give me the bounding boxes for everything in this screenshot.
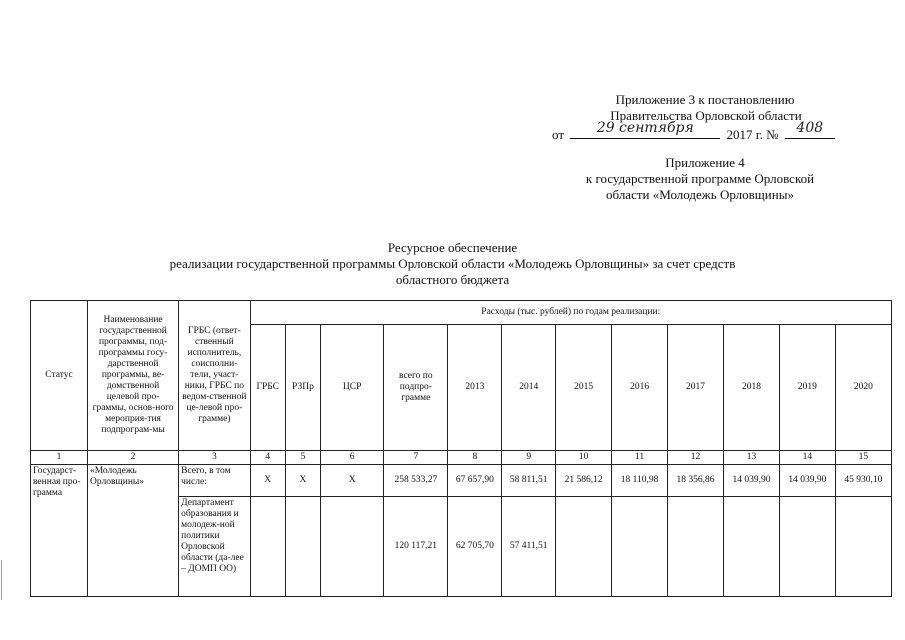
year-label: 2017 г. № (726, 127, 779, 142)
row-value (556, 497, 612, 597)
row-value (779, 497, 835, 597)
header-year: 2017 (668, 325, 724, 451)
row-value (723, 497, 779, 597)
header-grbs: ГРБС (250, 325, 285, 451)
header-csr: ЦСР (321, 325, 384, 451)
col-number: 14 (779, 451, 835, 465)
header-expenses: Расходы (тыс. рублей) по годам реализации: (250, 301, 891, 325)
header-total: всего по подпро-грамме (384, 325, 448, 451)
row-value: 57 411,51 (502, 497, 556, 597)
col-number: 11 (612, 451, 668, 465)
appendix-line-3: области «Молодежь Орловщины» (606, 187, 794, 202)
col-number: 13 (723, 451, 779, 465)
row-value: 14 039,90 (779, 465, 835, 497)
header-year: 2020 (835, 325, 891, 451)
row-value (835, 497, 891, 597)
row-value: 14 039,90 (723, 465, 779, 497)
date-field (570, 120, 720, 139)
row-csr (321, 497, 384, 597)
col-number: 1 (31, 451, 88, 465)
header-rzpr: РЗПр (285, 325, 320, 451)
number-handwritten: 408 (796, 120, 824, 136)
header-year: 2014 (502, 325, 556, 451)
document-title-3: областного бюджета (395, 272, 510, 287)
row-total: 120 117,21 (384, 497, 448, 597)
col-number: 12 (668, 451, 724, 465)
header-year: 2016 (612, 325, 668, 451)
row-grbs (250, 497, 285, 597)
col-number: 6 (321, 451, 384, 465)
row-csr: Х (321, 465, 384, 497)
row-value: 18 356,86 (668, 465, 724, 497)
date-handwritten: 29 сентября (596, 120, 694, 136)
row-rzpr: Х (285, 465, 320, 497)
col-number: 9 (502, 451, 556, 465)
row-value: 58 811,51 (502, 465, 556, 497)
header-year: 2019 (779, 325, 835, 451)
number-field (785, 120, 835, 139)
header-line-2: Правительства Орловской области (610, 108, 802, 123)
row-value: 67 657,90 (448, 465, 502, 497)
row-value: 18 110,98 (612, 465, 668, 497)
row-name: «Молодежь Орловщины» (87, 465, 178, 597)
row-total: 258 533,27 (384, 465, 448, 497)
col-number: 10 (556, 451, 612, 465)
row-grbs-responsible: Департамент образования и молодеж-ной политики Орловской области (да-лее – ДОМП ОО) (179, 497, 250, 597)
header-year: 2013 (448, 325, 502, 451)
col-number: 7 (384, 451, 448, 465)
header-date-line (552, 120, 852, 143)
row-value: 45 930,10 (835, 465, 891, 497)
row-status: Государст-венная про-грамма (31, 465, 88, 597)
col-number: 3 (179, 451, 250, 465)
header-name: Наименование государственной программы, под-программы госу-дарственной программы, ве-домственной целевой про-граммы, основ-ного мероприя-тия подпрограм-мы (87, 301, 178, 451)
row-grbs: Х (250, 465, 285, 497)
header-year: 2015 (556, 325, 612, 451)
header-grbs-responsible: ГРБС (ответ-ственный исполнитель, соисполни-тели, участ-ники, ГРБС по ведом-ственной це-левой про-грамме) (179, 301, 250, 451)
col-number: 15 (835, 451, 891, 465)
header-status: Статус (31, 301, 88, 451)
document-title-1: Ресурсное обеспечение (387, 240, 518, 255)
header-row-1 (31, 301, 892, 325)
header-year: 2018 (723, 325, 779, 451)
header-line-1: Приложение 3 к постановлению (615, 92, 795, 107)
col-number: 4 (250, 451, 285, 465)
appendix-line-2: к государственной программе Орловской (585, 171, 815, 186)
col-number: 5 (285, 451, 320, 465)
from-label: от (552, 127, 565, 142)
row-value (612, 497, 668, 597)
row-rzpr (285, 497, 320, 597)
resource-table (30, 300, 892, 597)
table-row-total (31, 465, 892, 497)
col-number: 2 (87, 451, 178, 465)
row-value (668, 497, 724, 597)
appendix-line-1: Приложение 4 (665, 155, 745, 170)
scan-edge-mark (1, 560, 2, 600)
row-value: 21 586,12 (556, 465, 612, 497)
column-number-row (31, 451, 892, 465)
document-title-2: реализации государственной программы Орловской области «Молодежь Орловщины» за счет средств (169, 256, 736, 271)
row-grbs-responsible: Всего, в том числе: (179, 465, 250, 497)
row-value: 62 705,70 (448, 497, 502, 597)
col-number: 8 (448, 451, 502, 465)
